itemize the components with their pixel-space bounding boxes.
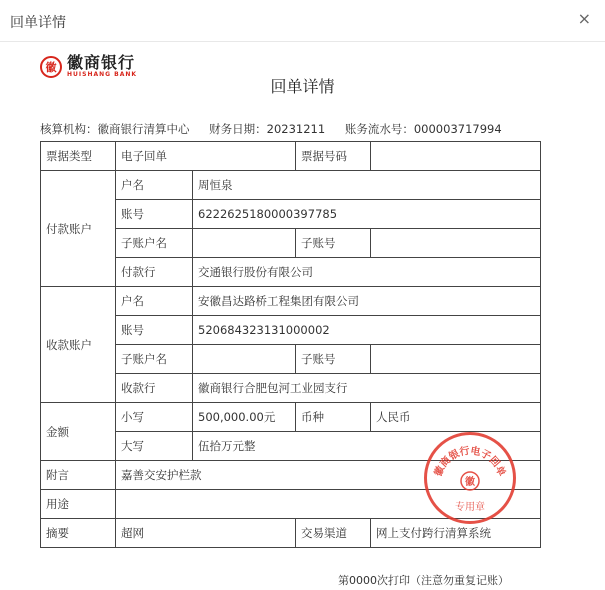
close-icon[interactable]: × bbox=[577, 9, 591, 28]
voucher-type-label: 票据类型 bbox=[41, 142, 116, 171]
table-row bbox=[41, 200, 541, 229]
payer-name-value: 周恒泉 bbox=[193, 171, 541, 200]
table-row bbox=[41, 171, 541, 200]
table-row bbox=[41, 374, 541, 403]
seal-bottom-text: 专用章 bbox=[455, 502, 485, 513]
table-row bbox=[41, 316, 541, 345]
payer-section-label: 付款账户 bbox=[41, 171, 116, 287]
payee-name-label: 户名 bbox=[116, 287, 193, 316]
payer-account-value: 6222625180000397785 bbox=[193, 200, 541, 229]
voucher-no-label: 票据号码 bbox=[296, 142, 371, 171]
table-row bbox=[41, 229, 541, 258]
voucher-no-value bbox=[371, 142, 541, 171]
payer-account-label: 账号 bbox=[116, 200, 193, 229]
dialog-header bbox=[0, 0, 605, 42]
table-row bbox=[41, 461, 541, 490]
summary-label: 摘要 bbox=[41, 519, 116, 548]
table-row bbox=[41, 258, 541, 287]
amount-small-value: 500,000.00元 bbox=[193, 403, 296, 432]
table-row bbox=[41, 345, 541, 374]
finance-date: 财务日期：20231211 bbox=[209, 122, 326, 136]
channel-value: 网上支付跨行清算系统 bbox=[371, 519, 541, 548]
payee-sub-name-label: 子账户名 bbox=[116, 345, 193, 374]
amount-small-label: 小写 bbox=[116, 403, 193, 432]
channel-label: 交易渠道 bbox=[296, 519, 371, 548]
postscript-label: 附言 bbox=[41, 461, 116, 490]
amount-big-label: 大写 bbox=[116, 432, 193, 461]
payee-bank-label: 收款行 bbox=[116, 374, 193, 403]
amount-big-value: 伍拾万元整 bbox=[193, 432, 541, 461]
table-row bbox=[41, 432, 541, 461]
payee-section-label: 收款账户 bbox=[41, 287, 116, 403]
receipt-title: 回单详情 bbox=[270, 77, 335, 96]
payer-bank-value: 交通银行股份有限公司 bbox=[193, 258, 541, 287]
payee-sub-name-value bbox=[193, 345, 296, 374]
payer-sub-account-value bbox=[371, 229, 541, 258]
print-count-note: 第0000次打印（注意勿重复记账） bbox=[338, 574, 509, 587]
table-row bbox=[41, 142, 541, 171]
serial-number: 账务流水号：000003717994 bbox=[344, 122, 502, 136]
payee-sub-account-label: 子账号 bbox=[296, 345, 371, 374]
receipt-meta bbox=[40, 121, 518, 137]
payee-name-value: 安徽昌达路桥工程集团有限公司 bbox=[193, 287, 541, 316]
purpose-label: 用途 bbox=[41, 490, 116, 519]
payer-sub-account-label: 子账号 bbox=[296, 229, 371, 258]
amount-section-label: 金额 bbox=[41, 403, 116, 461]
table-row bbox=[41, 519, 541, 548]
payer-sub-name-label: 子账户名 bbox=[116, 229, 193, 258]
seal-arc-text: 徽商银行电子回单 bbox=[433, 445, 507, 479]
payee-account-label: 账号 bbox=[116, 316, 193, 345]
currency-label: 币种 bbox=[296, 403, 371, 432]
accounting-org: 核算机构：徽商银行清算中心 bbox=[40, 122, 190, 136]
currency-value: 人民币 bbox=[371, 403, 541, 432]
payer-name-label: 户名 bbox=[116, 171, 193, 200]
bank-name-en: HUISHANG BANK bbox=[67, 71, 138, 78]
table-row bbox=[41, 403, 541, 432]
dialog-title: 回单详情 bbox=[10, 15, 66, 31]
svg-text:徽: 徽 bbox=[465, 477, 475, 488]
postscript-value: 嘉善交安护栏款 bbox=[116, 461, 541, 490]
table-row bbox=[41, 287, 541, 316]
bank-logo-icon: 徽 bbox=[40, 56, 62, 78]
summary-value: 超网 bbox=[116, 519, 296, 548]
payee-account-value: 520684323131000002 bbox=[193, 316, 541, 345]
table-row bbox=[41, 490, 541, 519]
bank-name-cn: 徽商银行 bbox=[67, 53, 136, 72]
purpose-value bbox=[116, 490, 541, 519]
voucher-type-value: 电子回单 bbox=[116, 142, 296, 171]
payee-bank-value: 徽商银行合肥包河工业园支行 bbox=[193, 374, 541, 403]
payer-sub-name-value bbox=[193, 229, 296, 258]
payer-bank-label: 付款行 bbox=[116, 258, 193, 287]
receipt-table bbox=[40, 141, 541, 548]
payee-sub-account-value bbox=[371, 345, 541, 374]
